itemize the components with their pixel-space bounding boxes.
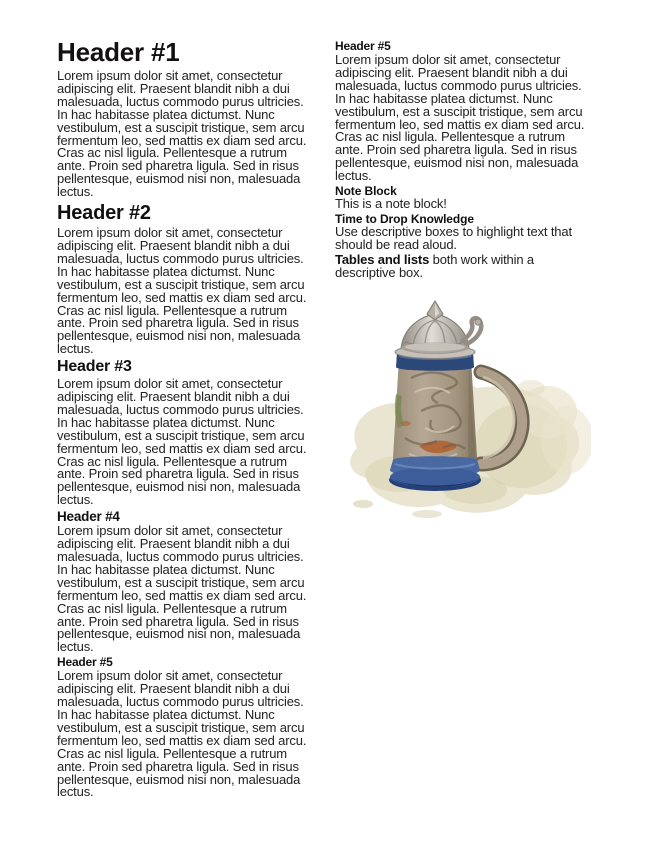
lorem-paragraph: Lorem ipsum dolor sit amet, consectetur adipiscing elit. Praesent blandit nibh a dui malesuada, luctus commodo purus ultricies. In hac habitasse platea dictumst. Nunc vestibulum, est a suscipit tristique, sem arcu fermentum leo, sed mattis ex diam sed arcu. Cras ac nisl ligula. Pellentesque a rutrum ante. Proin sed pharetra ligula. Sed in risus pellentesque, euismod nisi non, malesuada lectus.	[335, 52, 585, 184]
left-column	[57, 38, 311, 844]
heading-5-right: Header #5	[335, 39, 391, 53]
stein-thumblift	[462, 318, 481, 344]
stein-body	[393, 355, 477, 466]
descriptive-box-body: Use descriptive boxes to highlight text that should be read aloud.	[335, 223, 572, 252]
tables-and-lists-rest: both work within a descriptive box.	[335, 251, 534, 280]
heading-5-left: Header #5	[57, 655, 113, 670]
heading-2: Header #2	[57, 202, 151, 225]
lorem-paragraph: Lorem ipsum dolor sit amet, consectetur adipiscing elit. Praesent blandit nibh a dui malesuada, luctus commodo purus ultricies. In hac habitasse platea dictumst. Nunc vestibulum, est a suscipit tristique, sem arcu fermentum leo, sed mattis ex diam sed arcu. Cras ac nisl ligula. Pellentesque a rutrum ante. Proin sed pharetra ligula. Sed in risus pellentesque, euismod nisi non, malesuada lectus.	[57, 668, 307, 800]
right-column	[335, 38, 589, 844]
lorem-paragraph: Lorem ipsum dolor sit amet, consectetur adipiscing elit. Praesent blandit nibh a dui malesuada, luctus commodo purus ultricies. In hac habitasse platea dictumst. Nunc vestibulum, est a suscipit tristique, sem arcu fermentum leo, sed mattis ex diam sed arcu. Cras ac nisl ligula. Pellentesque a rutrum ante. Proin sed pharetra ligula. Sed in risus pellentesque, euismod nisi non, malesuada lectus.	[57, 68, 307, 200]
tables-and-lists-bold: Tables and lists	[335, 251, 430, 267]
stein-base	[389, 456, 481, 491]
heading-4: Header #4	[57, 509, 120, 525]
descriptive-box-title: Time to Drop Knowledge	[335, 211, 474, 226]
lorem-paragraph: Lorem ipsum dolor sit amet, consectetur adipiscing elit. Praesent blandit nibh a dui malesuada, luctus commodo purus ultricies. In hac habitasse platea dictumst. Nunc vestibulum, est a suscipit tristique, sem arcu fermentum leo, sed mattis ex diam sed arcu. Cras ac nisl ligula. Pellentesque a rutrum ante. Proin sed pharetra ligula. Sed in risus pellentesque, euismod nisi non, malesuada lectus.	[57, 225, 307, 357]
note-block-title: Note Block	[335, 184, 397, 199]
lorem-paragraph: Lorem ipsum dolor sit amet, consectetur adipiscing elit. Praesent blandit nibh a dui malesuada, luctus commodo purus ultricies. In hac habitasse platea dictumst. Nunc vestibulum, est a suscipit tristique, sem arcu fermentum leo, sed mattis ex diam sed arcu. Cras ac nisl ligula. Pellentesque a rutrum ante. Proin sed pharetra ligula. Sed in risus pellentesque, euismod nisi non, malesuada lectus.	[57, 376, 307, 508]
lorem-paragraph: Lorem ipsum dolor sit amet, consectetur adipiscing elit. Praesent blandit nibh a dui malesuada, luctus commodo purus ultricies. In hac habitasse platea dictumst. Nunc vestibulum, est a suscipit tristique, sem arcu fermentum leo, sed mattis ex diam sed arcu. Cras ac nisl ligula. Pellentesque a rutrum ante. Proin sed pharetra ligula. Sed in risus pellentesque, euismod nisi non, malesuada lectus.	[57, 523, 307, 655]
heading-3: Header #3	[57, 358, 132, 376]
heading-1: Header #1	[57, 37, 180, 67]
beer-stein-image	[335, 298, 591, 523]
descriptive-box-tables-line	[335, 251, 589, 280]
note-block-body: This is a note block!	[335, 196, 447, 212]
